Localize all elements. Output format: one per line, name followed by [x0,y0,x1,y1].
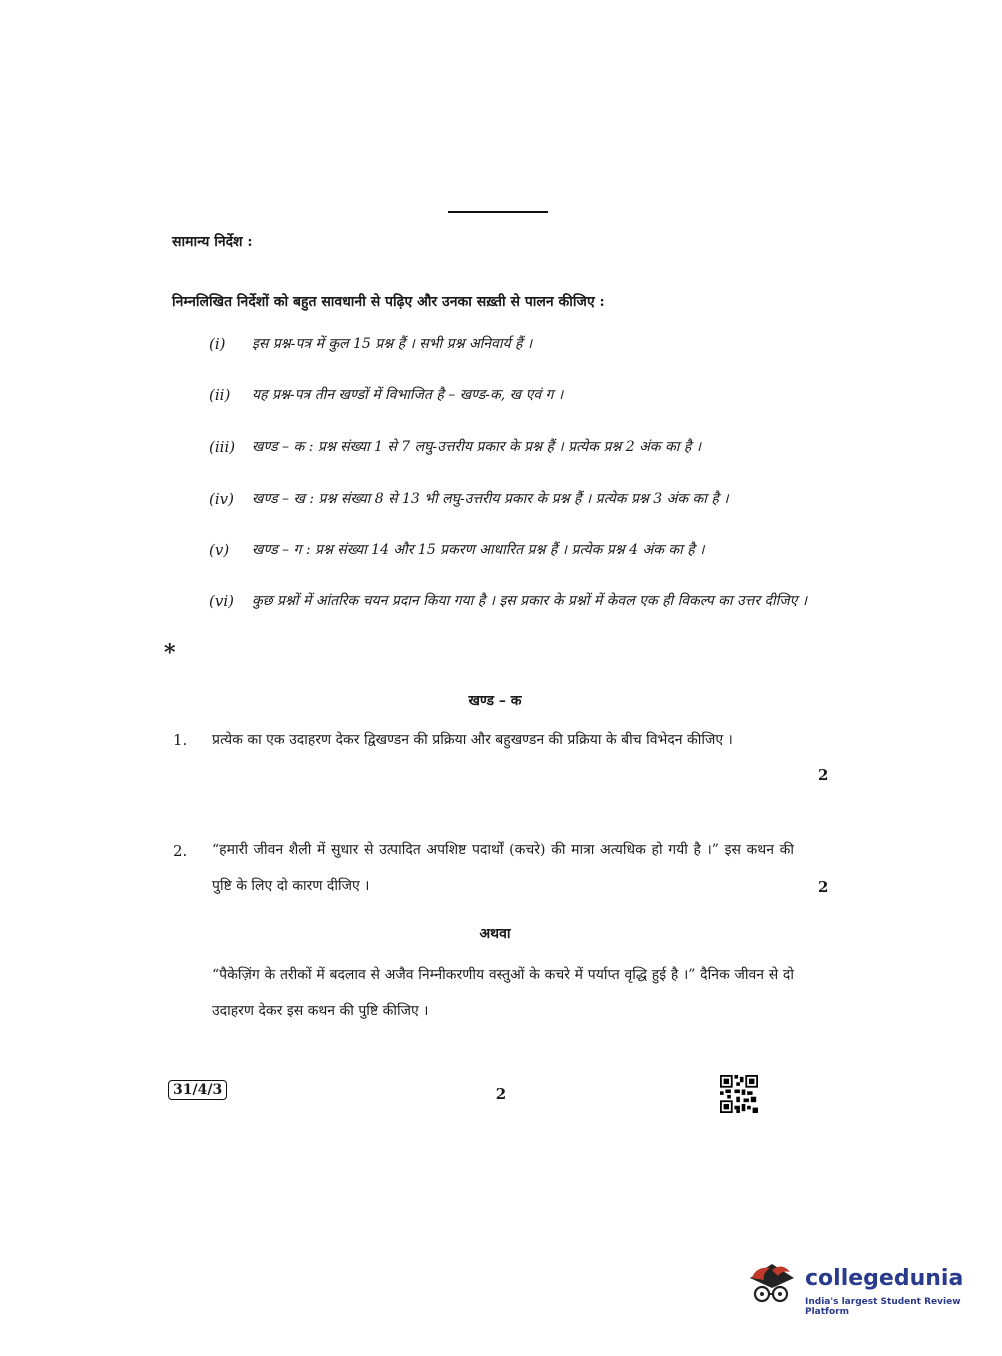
instruction-number: (iv) [209,490,234,508]
instruction-number: (iii) [209,438,236,456]
asterisk-mark: * [164,640,176,666]
question-text: प्रत्येक का एक उदाहरण देकर द्विखण्डन की प्रक्रिया और बहुखण्डन की प्रक्रिया के बीच विभेदन कीजिए । [212,732,733,748]
top-rule [448,211,548,213]
question-number: 2. [173,842,188,860]
question-marks: 2 [818,766,829,784]
instruction-text: खण्ड – ग : प्रश्न संख्या 14 और 15 प्रकरण आधारित प्रश्न हैं । प्रत्येक प्रश्न 4 अंक का है । [252,542,705,558]
instruction-text: यह प्रश्न-पत्र तीन खण्डों में विभाजित है – खण्ड-क, ख एवं ग । [252,387,564,403]
page-number: 2 [495,1085,507,1103]
instruction-number: (ii) [209,386,231,404]
qr-code-icon [720,1075,758,1113]
graduate-mascot-icon [746,1264,798,1312]
general-instructions-heading: सामान्य निर्देश : [172,234,253,250]
question-text: “हमारी जीवन शैली में सुधार से उत्पादित अपशिष्ट पदार्थों (कचरे) की मात्रा अत्यधिक हो गयी है ।” इस कथन की पुष्टि के लिए दो कारण दीजिए । [212,842,794,894]
paper-code: 31/4/3 [168,1080,227,1100]
instruction-text: इस प्रश्न-पत्र में कुल 15 प्रश्न हैं । सभी प्रश्न अनिवार्य हैं । [252,336,533,352]
alternative-question-text: “पैकेज़िंग के तरीकों में बदलाव से अजैव निम्नीकरणीय वस्तुओं के कचरे में पर्याप्त वृद्धि हुई है ।” दैनिक जीवन से दो उदाहरण देकर इस कथन की पुष्टि कीजिए । [212,967,794,1019]
instruction-text: खण्ड – क : प्रश्न संख्या 1 से 7 लघु-उत्तरीय प्रकार के प्रश्न हैं । प्रत्येक प्रश्न 2 अंक का है । [252,439,702,455]
instruction-text: खण्ड – ख : प्रश्न संख्या 8 से 13 भी लघु-उत्तरीय प्रकार के प्रश्न हैं । प्रत्येक प्रश्न 3 अंक का है । [252,491,729,507]
brand-tagline: India's largest Student Review Platform [805,1297,961,1317]
instruction-number: (i) [209,335,226,353]
or-label: अथवा [479,926,511,942]
instruction-number: (vi) [209,592,234,610]
section-title: खण्ड – क [468,693,522,709]
question-marks: 2 [818,878,829,896]
instructions-intro: निम्नलिखित निर्देशों को बहुत सावधानी से पढ़िए और उनका सख़्ती से पालन कीजिए : [172,294,605,310]
instruction-number: (v) [209,541,230,559]
brand-name: collegedunia [805,1266,964,1291]
instruction-text: कुछ प्रश्नों में आंतरिक चयन प्रदान किया गया है । इस प्रकार के प्रश्नों में केवल एक ही विकल्प का उत्तर दीजिए । [252,593,808,609]
question-number: 1. [173,731,188,749]
